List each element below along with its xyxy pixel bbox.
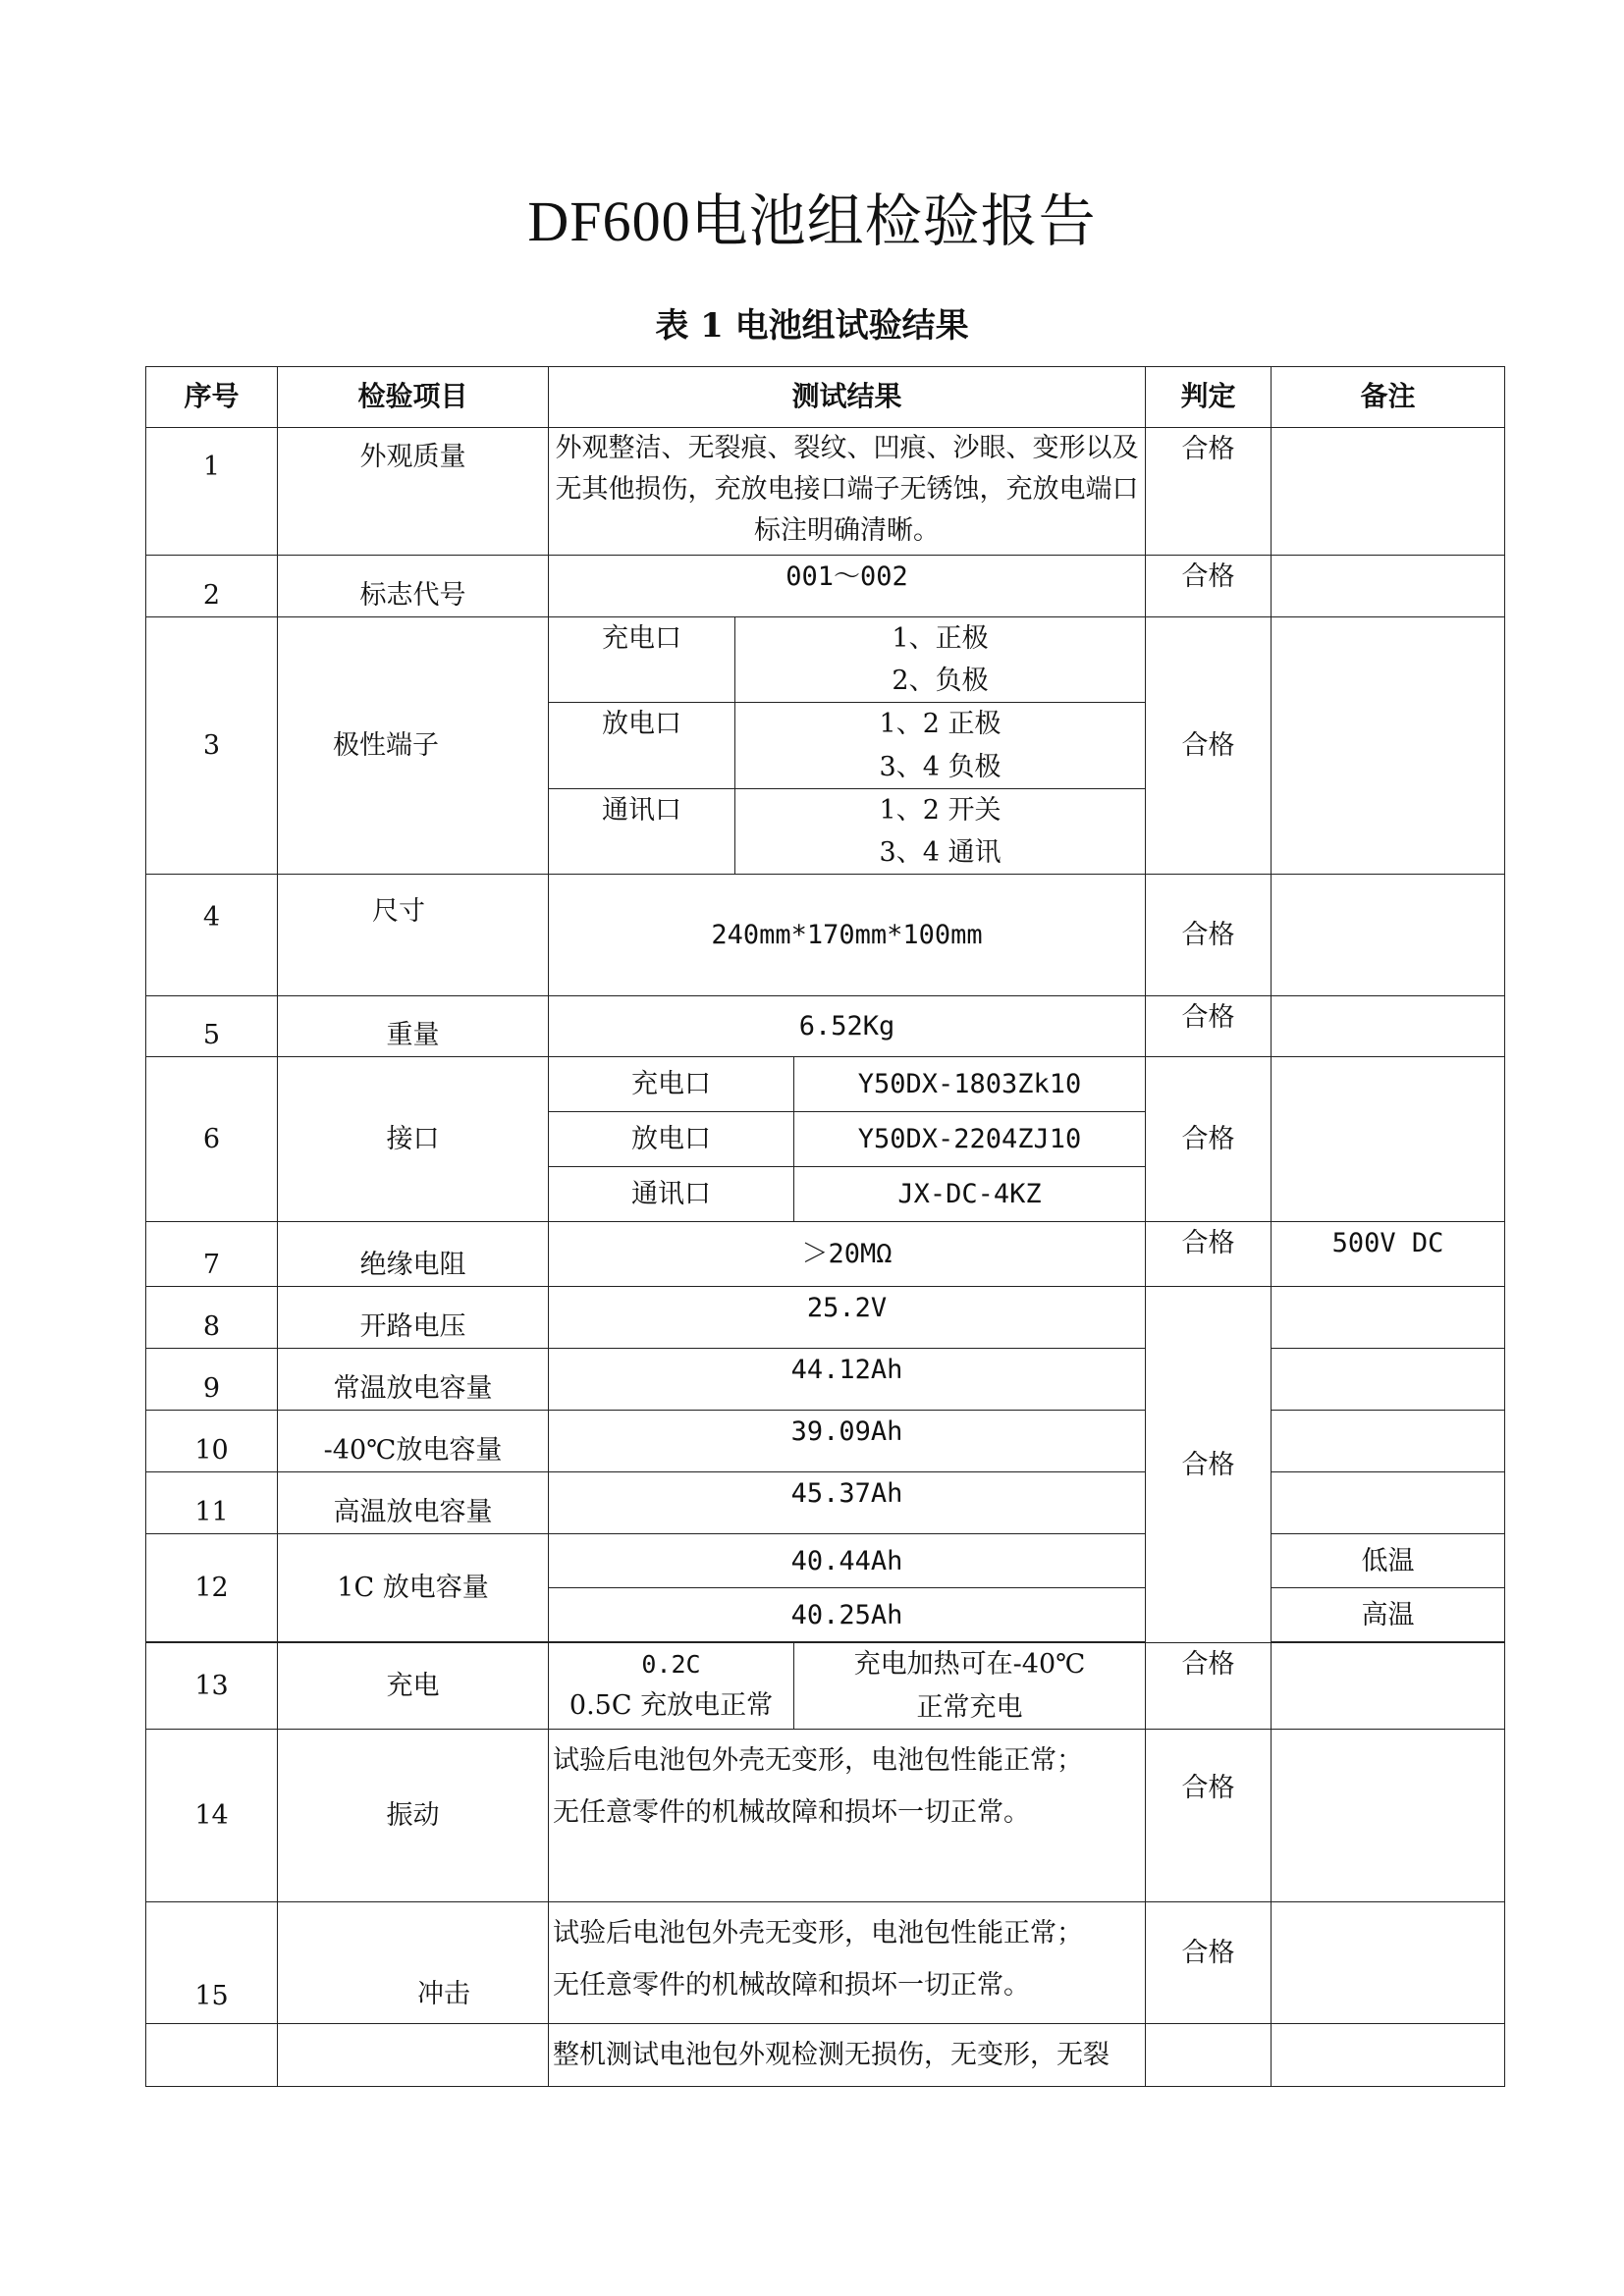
row-no: 15 <box>146 1902 278 2024</box>
row-item: -40℃放电容量 <box>278 1411 549 1472</box>
row-item: 外观质量 <box>278 428 549 556</box>
row-item: 常温放电容量 <box>278 1349 549 1411</box>
row-result: ＞20MΩ <box>549 1222 1146 1287</box>
row-no: 1 <box>146 428 278 556</box>
sub-value <box>735 703 1146 788</box>
row-result: 45.37Ah <box>549 1472 1146 1534</box>
row-judge: 合格 <box>1146 428 1272 556</box>
table-row <box>146 556 1505 617</box>
row-no: 9 <box>146 1349 278 1411</box>
row-no: 8 <box>146 1287 278 1349</box>
sub-line: 3、4 通讯 <box>879 836 1001 868</box>
sub-label: 充电口 <box>549 1057 794 1112</box>
row-no: 2 <box>146 556 278 617</box>
sub-label: 放电口 <box>549 1112 794 1167</box>
row-note <box>1272 1730 1505 1902</box>
row-item: 振动 <box>278 1730 549 1902</box>
table-row <box>146 875 1505 996</box>
row-judge: 合格 <box>1146 1730 1272 1902</box>
row-no: 7 <box>146 1222 278 1287</box>
row-result: 40.44Ah <box>549 1534 1146 1588</box>
header-note: 备注 <box>1272 367 1505 428</box>
header-no: 序号 <box>146 367 278 428</box>
row-note <box>1272 1472 1505 1534</box>
sub-label: 放电口 <box>549 703 735 788</box>
header-item: 检验项目 <box>278 367 549 428</box>
row-note <box>1272 1411 1505 1472</box>
sub-line: 充电加热可在-40℃ <box>853 1649 1086 1681</box>
row-note <box>1272 1287 1505 1349</box>
sub-line: 正常充电 <box>916 1691 1023 1723</box>
sub-value: Y50DX-2204ZJ10 <box>794 1112 1146 1167</box>
result-line: 无任意零件的机械故障和损坏一切正常。 <box>553 1796 1030 1828</box>
sub-value: Y50DX-1803Zk10 <box>794 1057 1146 1112</box>
sub-value <box>735 788 1146 874</box>
row-no: 3 <box>146 617 278 875</box>
row-judge: 合格 <box>1146 1222 1272 1287</box>
row-no: 5 <box>146 996 278 1057</box>
row-note <box>1272 996 1505 1057</box>
row-judge: 合格 <box>1146 1057 1272 1222</box>
row-result: 外观整洁、无裂痕、裂纹、凹痕、沙眼、变形以及无其他损伤，充放电接口端子无锈蚀，充放电端口标注明确清晰。 <box>549 428 1146 556</box>
row-result: 39.09Ah <box>549 1411 1146 1472</box>
row-note <box>1272 2024 1505 2087</box>
row-note <box>1272 1057 1505 1222</box>
row-result: 240mm*170mm*100mm <box>549 875 1146 996</box>
sub-line: 0.2C <box>641 1650 701 1680</box>
row-note <box>1272 556 1505 617</box>
row-item: 绝缘电阻 <box>278 1222 549 1287</box>
table-row <box>146 1730 1505 1902</box>
row-judge: 合格 <box>1146 617 1272 875</box>
row-note <box>1272 1349 1505 1411</box>
row-item: 重量 <box>278 996 549 1057</box>
table-caption: 表 1 电池组试验结果 <box>655 306 969 346</box>
row-item: 开路电压 <box>278 1287 549 1349</box>
sub-value: JX-DC-4KZ <box>794 1167 1146 1222</box>
row-judge: 合格 <box>1146 556 1272 617</box>
sub-label: 充电口 <box>549 617 735 703</box>
table-row <box>146 996 1505 1057</box>
row-note <box>1272 428 1505 556</box>
row-result: 44.12Ah <box>549 1349 1146 1411</box>
table-row <box>146 1411 1505 1472</box>
row-note: 高温 <box>1272 1588 1505 1642</box>
row-judge <box>1146 2024 1272 2087</box>
header-result: 测试结果 <box>549 367 1146 428</box>
row-item: 充电 <box>278 1643 549 1730</box>
result-line: 试验后电池包外壳无变形，电池包性能正常； <box>553 1918 1083 1949</box>
row-no: 10 <box>146 1411 278 1472</box>
row-judge: 合格 <box>1146 1287 1272 1643</box>
row-result <box>549 1730 1146 1902</box>
row-item <box>278 2024 549 2087</box>
row-no <box>146 2024 278 2087</box>
table-row <box>146 617 1505 703</box>
row-judge: 合格 <box>1146 1643 1272 1730</box>
table-row <box>146 1287 1505 1349</box>
table-row <box>146 1534 1505 1588</box>
sub-line: 1、2 正极 <box>879 709 1001 740</box>
result-line: 无任意零件的机械故障和损坏一切正常。 <box>553 1969 1030 2001</box>
table-row <box>146 428 1505 556</box>
row-judge: 合格 <box>1146 875 1272 996</box>
table-row <box>146 1057 1505 1112</box>
header-judge: 判定 <box>1146 367 1272 428</box>
row-no: 4 <box>146 875 278 996</box>
row-item: 极性端子 <box>278 617 549 875</box>
results-table <box>145 366 1505 2087</box>
row-result: 40.25Ah <box>549 1588 1146 1642</box>
row-result <box>549 1902 1146 2024</box>
table-row <box>146 1472 1505 1534</box>
table-row <box>146 1349 1505 1411</box>
row-note <box>1272 875 1505 996</box>
row-item: 冲击 <box>278 1902 549 2024</box>
document-title: DF600电池组检验报告 <box>527 189 1097 253</box>
row-item: 高温放电容量 <box>278 1472 549 1534</box>
sub-label: 通讯口 <box>549 788 735 874</box>
sub-value <box>735 617 1146 703</box>
table-row <box>146 2024 1505 2087</box>
sub-label: 通讯口 <box>549 1167 794 1222</box>
row-result: 001～002 <box>549 556 1146 617</box>
sub-line: 2、负极 <box>892 666 989 697</box>
row-result: 25.2V <box>549 1287 1146 1349</box>
row-no: 13 <box>146 1643 278 1730</box>
sub-value <box>549 1643 794 1730</box>
row-note <box>1272 617 1505 875</box>
row-judge: 合格 <box>1146 996 1272 1057</box>
row-result: 整机测试电池包外观检测无损伤，无变形，无裂 <box>549 2024 1146 2087</box>
result-line: 试验后电池包外壳无变形，电池包性能正常； <box>553 1745 1083 1777</box>
row-item: 标志代号 <box>278 556 549 617</box>
row-note <box>1272 1643 1505 1730</box>
sub-line: 3、4 负极 <box>879 751 1001 782</box>
row-note <box>1272 1902 1505 2024</box>
row-no: 6 <box>146 1057 278 1222</box>
row-result: 6.52Kg <box>549 996 1146 1057</box>
row-note: 低温 <box>1272 1534 1505 1588</box>
row-judge: 合格 <box>1146 1902 1272 2024</box>
row-no: 11 <box>146 1472 278 1534</box>
row-item: 接口 <box>278 1057 549 1222</box>
sub-value <box>794 1643 1146 1730</box>
sub-line: 0.5C 充放电正常 <box>568 1690 774 1722</box>
table-header-row <box>146 367 1505 428</box>
table-row <box>146 1902 1505 2024</box>
table-row <box>146 1643 1505 1730</box>
sub-line: 1、正极 <box>892 623 989 654</box>
row-no: 12 <box>146 1534 278 1642</box>
table-row <box>146 1222 1505 1287</box>
row-no: 14 <box>146 1730 278 1902</box>
row-item: 尺寸 <box>278 875 549 996</box>
sub-line: 1、2 开关 <box>879 794 1001 826</box>
row-note: 500V DC <box>1272 1222 1505 1287</box>
row-item: 1C 放电容量 <box>278 1534 549 1642</box>
